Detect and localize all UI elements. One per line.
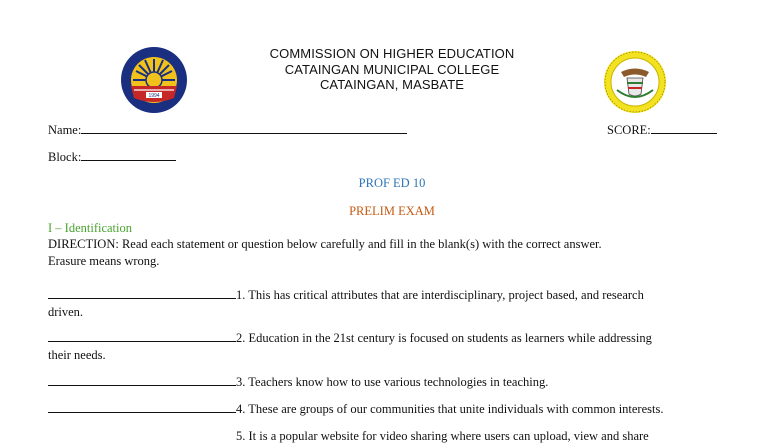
question-cont-2: their needs.	[48, 347, 106, 362]
answer-blank-4[interactable]	[48, 401, 236, 413]
answer-blank-2[interactable]	[48, 330, 236, 342]
question-text-5: 5. It is a popular website for video sharing where users can upload, view and share	[236, 429, 649, 443]
question-text-2: 2. Education in the 21st century is focused on students as learners while addressing	[236, 331, 652, 345]
direction-line-1: DIRECTION: Read each statement or question below carefully and fill in the blank(s) with the correct answer.	[48, 237, 602, 251]
question-item-5	[48, 428, 748, 445]
block-blank[interactable]	[81, 149, 176, 161]
score-blank[interactable]	[651, 122, 717, 134]
name-field[interactable]	[48, 122, 407, 138]
score-field[interactable]	[607, 122, 717, 138]
question-item-1	[48, 287, 748, 320]
exam-title: PRELIM EXAM	[349, 204, 435, 218]
college-seal-icon	[603, 50, 667, 114]
answer-blank-3[interactable]	[48, 374, 236, 386]
name-label: Name:	[48, 123, 82, 137]
question-item-2	[48, 330, 748, 363]
header-line-3: CATAINGAN, MASBATE	[319, 77, 465, 92]
question-item-4	[48, 401, 748, 418]
section-heading: I – Identification	[48, 221, 132, 235]
name-blank[interactable]	[81, 122, 407, 134]
answer-blank-1[interactable]	[48, 287, 236, 299]
course-title: PROF ED 10	[358, 176, 426, 190]
block-label: Block:	[48, 150, 82, 164]
block-field[interactable]	[48, 149, 176, 165]
question-text-3: 3. Teachers know how to use various technologies in teaching.	[236, 375, 549, 389]
score-label: SCORE:	[607, 123, 651, 137]
header-line-2: CATAINGAN MUNICIPAL COLLEGE	[284, 61, 500, 77]
question-item-3	[48, 374, 748, 391]
svg-text:1994: 1994	[148, 93, 160, 99]
header-line-1: COMMISSION ON HIGHER EDUCATION	[269, 46, 515, 61]
question-cont-1: driven.	[48, 304, 84, 319]
question-text-4: 4. These are groups of our communities that unite individuals with common interests.	[236, 402, 664, 416]
direction-line-2: Erasure means wrong.	[48, 254, 160, 268]
question-text-1: 1. This has critical attributes that are interdisciplinary, project based, and research	[236, 288, 644, 302]
